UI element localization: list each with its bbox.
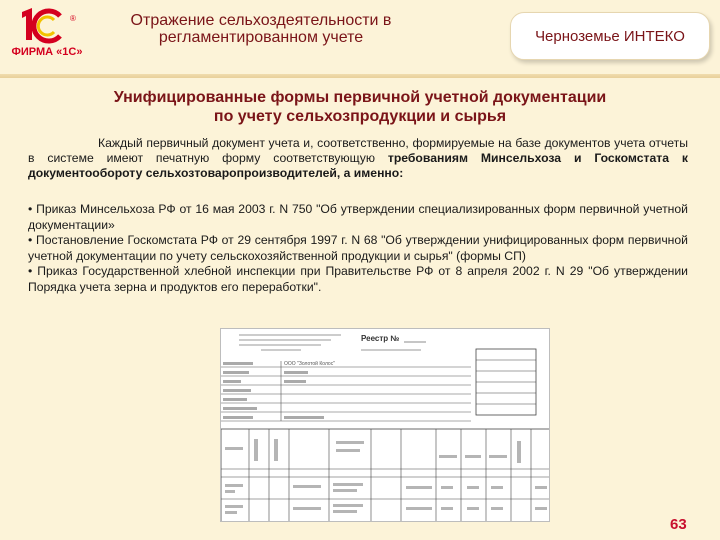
section-title-line-2: по учету сельхозпродукции и сырья [213,108,507,125]
regulation-item-3: • Приказ Государственной хлебной инспекции при Правительстве РФ от 8 апреля 2002 г. N 29 "Об утверждении Порядка учета зерна и продуктов его переработки". [28,264,688,294]
section-title-line-1: Унифицированные формы первичной учетной документации [113,89,607,106]
firm-1c-logo [8,6,86,64]
header-title-line-1: Отражение сельхоздеятельности в [130,12,392,29]
intro-plain-text: Каждый первичный документ учета и, соответственно, формируемые на базе документов учета отчеты в системе имеют печатную форму соответствующую [28,136,688,165]
header-title [96,12,426,46]
company-badge [510,12,710,60]
regulation-list [28,202,688,296]
intro-paragraph [28,136,688,181]
logo-1c-mark [8,6,86,46]
intro-bold-text: требованиям Минсельхоза и Госкомстата к документообороту сельхозтоваропроизводителей, а именно: [28,151,689,180]
page-number: 63 [670,516,687,533]
form-heading: Реестр № [361,334,400,343]
logo-caption: ФИРМА «1С» [11,46,83,58]
header-title-line-2: регламентированном учете [158,29,364,46]
form-sample-image [220,328,550,522]
form-sample-drawing [221,329,550,522]
regulation-item-2: • Постановление Госкомстата РФ от 29 сентября 1997 г. N 68 "Об утверждении унифицированных форм первичной учетной документации по учету сельскохозяйственной продукции и сырья" (формы СП) [28,233,688,263]
form-org-value: ООО "Золотой Колос" [284,361,335,367]
section-title [20,88,700,126]
company-name: Черноземье ИНТЕКО [535,27,685,45]
regulation-item-1: • Приказ Минсельхоза РФ от 16 мая 2003 г. N 750 "Об утверждении специализированных форм первичной учетной документации» [28,202,688,232]
header-divider [0,74,720,78]
registered-mark: ® [70,14,76,23]
